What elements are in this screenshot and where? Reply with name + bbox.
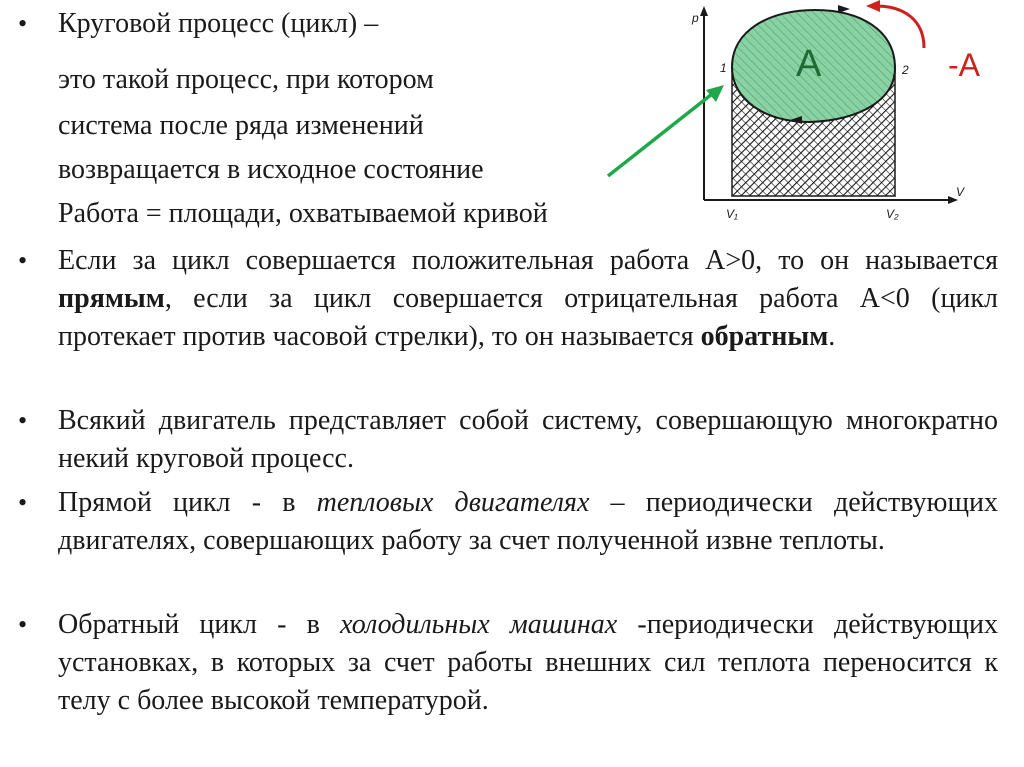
bullet4-italic: холодильных машинах — [340, 609, 618, 640]
bullet-marker: • — [18, 406, 28, 435]
axis-x-label: V — [956, 185, 965, 199]
bullet-marker: • — [18, 9, 28, 38]
bullet1-bold-direct: прямым — [58, 283, 165, 314]
bullet3-text-2: – периодически действующих двигателях, совершающих работу за счет полученной извне теплоты. — [58, 487, 998, 556]
intro-line-4: возвращается в исходное состояние — [58, 154, 484, 185]
bullet4-text-1: Обратный цикл - в — [58, 609, 341, 640]
bullet1-text-1: Если за цикл совершается положительная работа А>0, то он называется — [58, 245, 998, 276]
intro-line-5: Работа = площади, охватываемой кривой — [58, 198, 548, 229]
bullet-reverse-cycle — [58, 606, 998, 720]
bullet3-italic: тепловых двигателях — [316, 487, 590, 518]
work-label: А — [796, 43, 822, 85]
intro-line-2: это такой процесс, при котором — [58, 64, 434, 95]
v1-label: V₁ — [726, 207, 738, 221]
negative-work-label: -А — [948, 47, 980, 83]
cycle-arrow-top — [838, 5, 850, 13]
bullet-direct-reverse — [58, 242, 998, 356]
v2-label: V₂ — [886, 207, 899, 221]
bullet-marker: • — [18, 488, 28, 517]
axis-y-label: p — [692, 11, 699, 25]
bullet3-text-1: Прямой цикл - в — [58, 487, 317, 518]
bullet-marker: • — [18, 610, 28, 639]
bullet1-text-3: . — [828, 321, 836, 352]
intro-line-3: система после ряда изменений — [58, 110, 424, 141]
bullet-direct-cycle — [58, 484, 998, 560]
bullet4-text-2: -периодически действующих установках, в которых за счет работы внешних сил теплота переносится к телу с более высокой температурой. — [58, 609, 999, 716]
point-2-label: 2 — [902, 63, 909, 77]
bullet-marker: • — [18, 246, 28, 275]
intro-line-1: Круговой процесс (цикл) – — [58, 8, 379, 39]
pointer-arrow — [590, 80, 740, 190]
bullet-engine: Всякий двигатель представляет собой систему, совершающую многократно некий круговой процесс. — [58, 405, 998, 474]
bullet1-bold-reverse: обратным — [700, 321, 829, 352]
bullet1-text-2: , если за цикл совершается отрицательная работа А<0 (цикл протекает против часовой стрелки), то он называется — [58, 283, 998, 352]
point-1-label: 1 — [720, 61, 727, 75]
